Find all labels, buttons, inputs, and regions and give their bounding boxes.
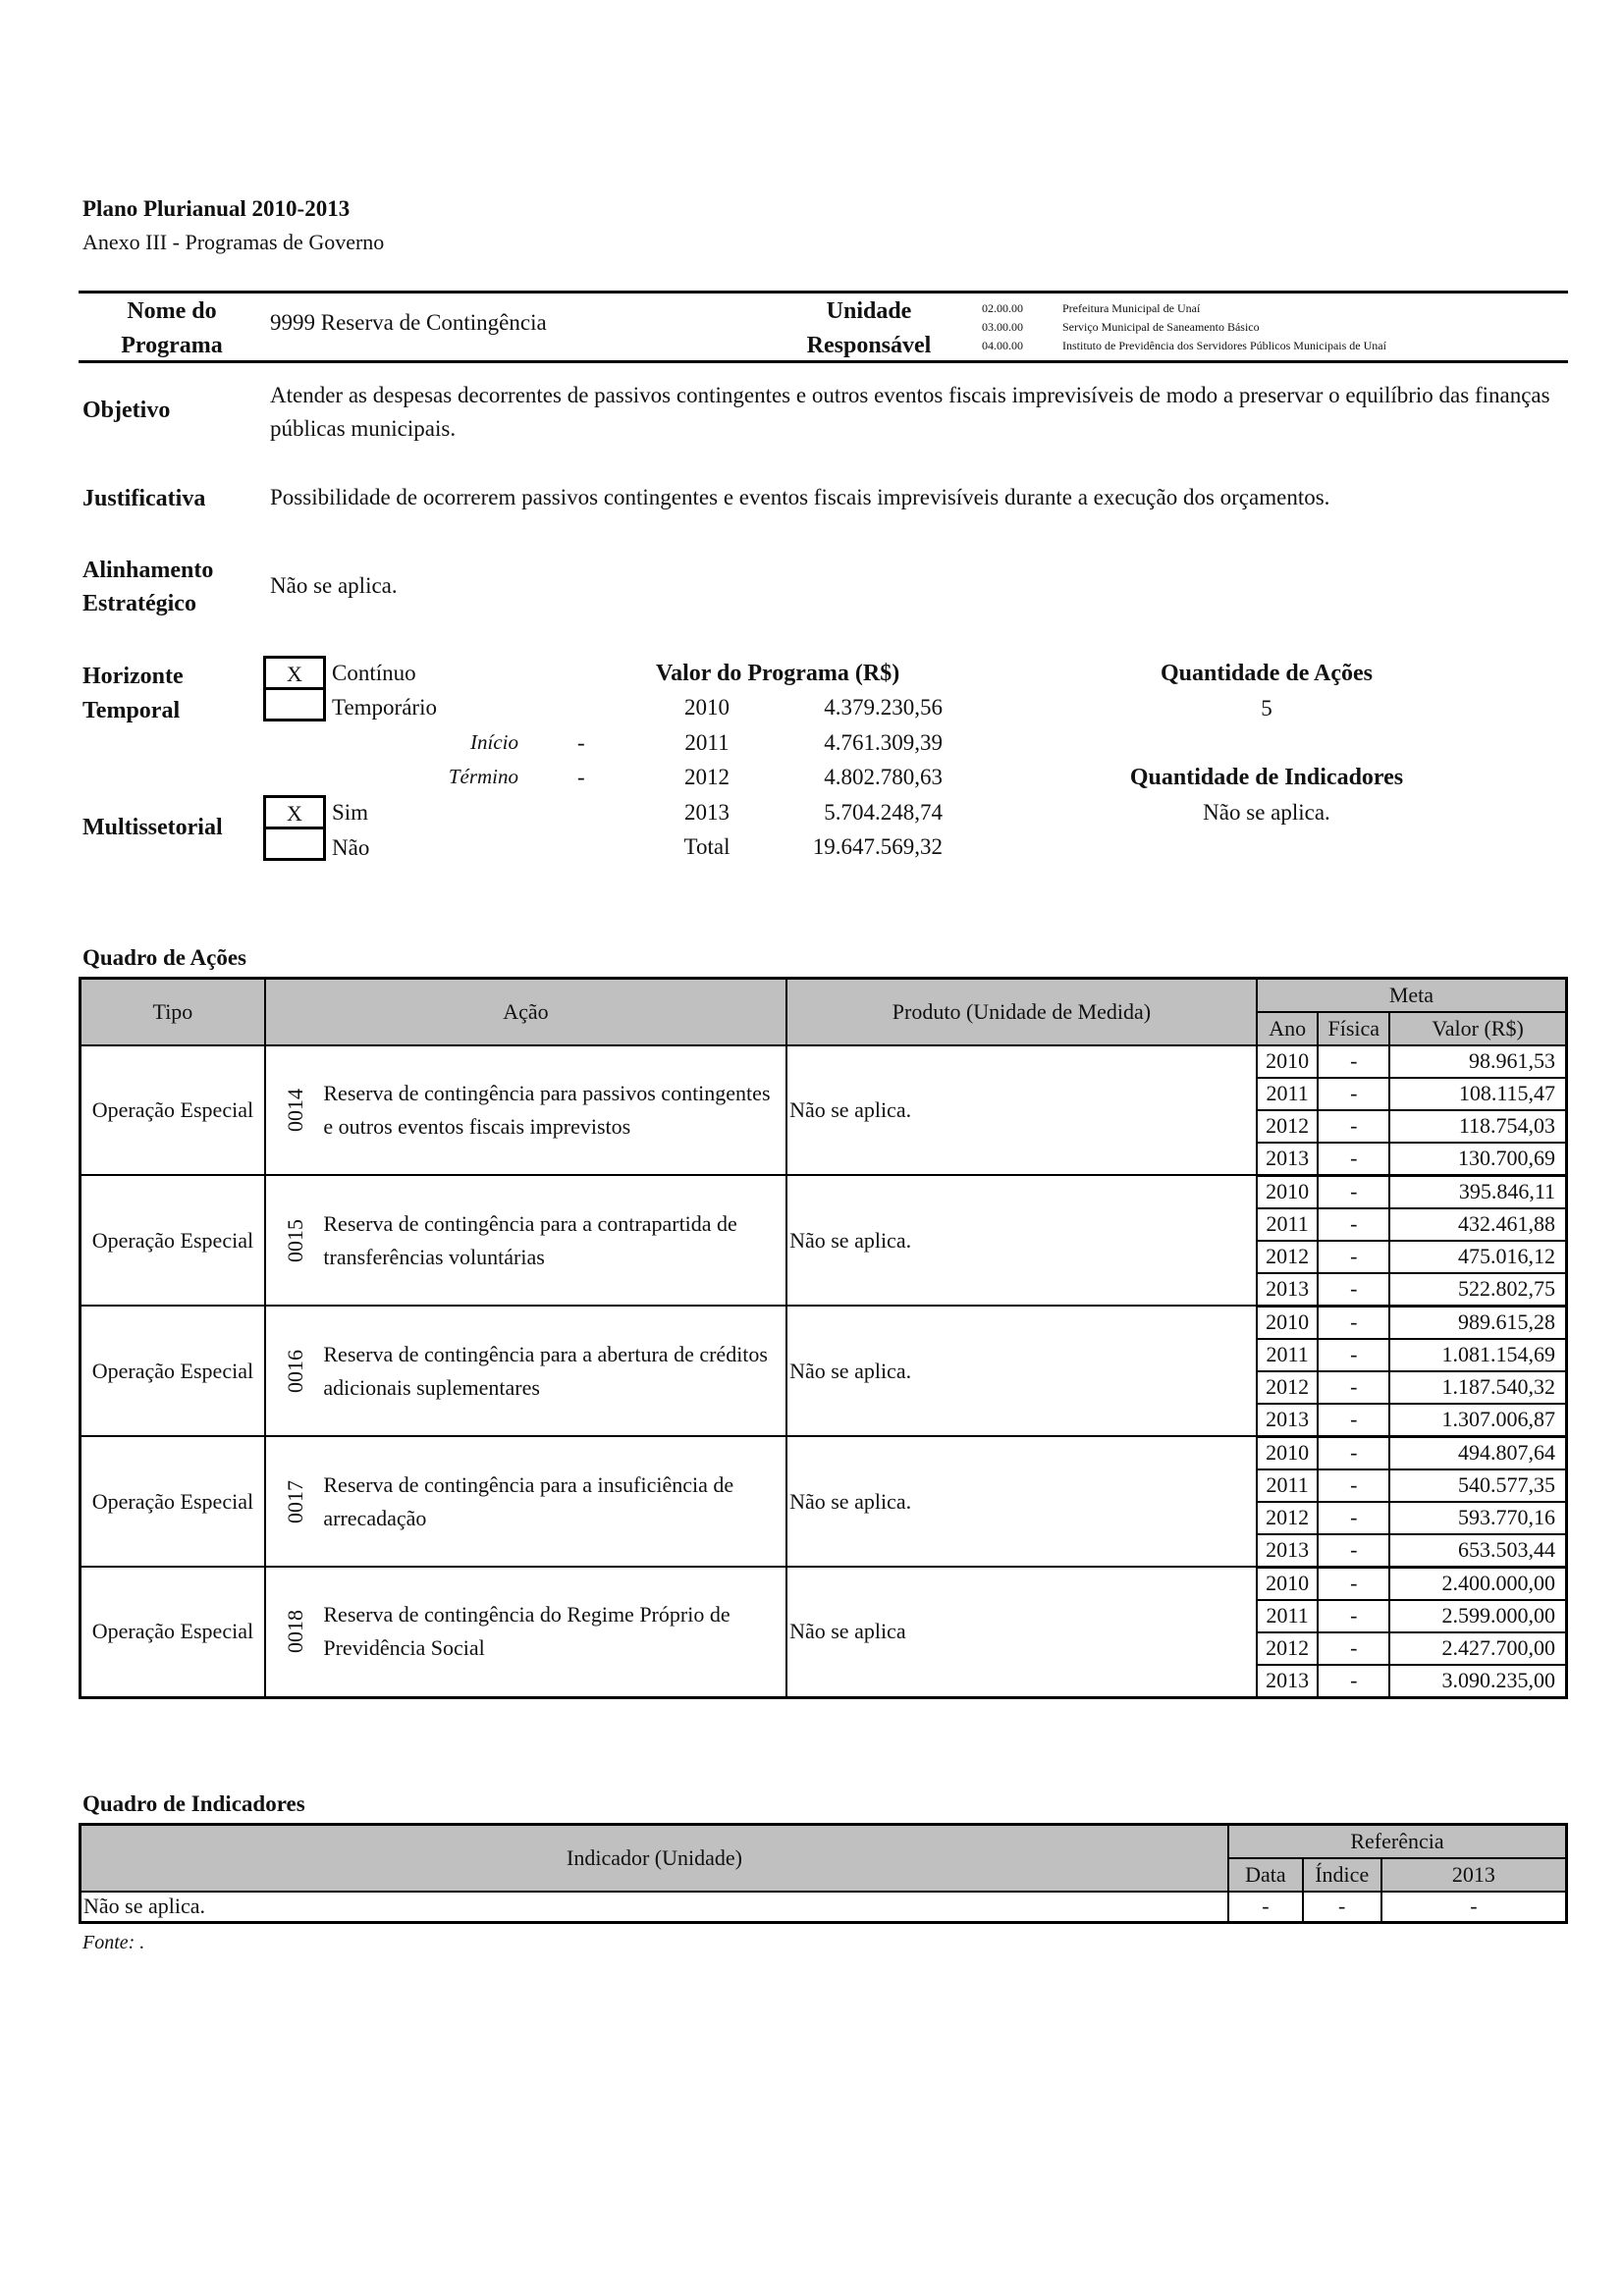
meta-ano: 2012 [1257,1371,1319,1404]
label-line: Programa [121,333,223,358]
meta-ano: 2011 [1257,1208,1319,1241]
indicador-indice: - [1303,1892,1381,1923]
meta-ano: 2011 [1257,1600,1319,1632]
document-subtitle: Anexo III - Programas de Governo [82,230,385,254]
meta-fisica: - [1318,1436,1389,1469]
acao-code: 0018 [282,1610,307,1654]
unit-item [982,299,1386,318]
meta-valor: 653.503,44 [1389,1534,1566,1568]
acao-descricao: Reserva de contingência para a abertura de créditos adicionais suplementares [317,1306,786,1436]
valor-amount: 4.379.230,56 [824,695,943,720]
document-title: Plano Plurianual 2010-2013 [82,196,351,221]
valor-amount: 4.761.309,39 [824,729,943,755]
meta-valor: 475.016,12 [1389,1241,1566,1273]
valor-year: 2011 [684,729,730,755]
valor-year: 2013 [684,799,730,825]
valor-amount: 5.704.248,74 [824,799,943,825]
meta-valor: 130.700,69 [1389,1143,1566,1176]
meta-ano: 2010 [1257,1567,1319,1600]
quadro-acoes-table [79,977,1568,1699]
meta-fisica: - [1318,1143,1389,1176]
continuo-label: Contínuo [332,661,416,685]
objetivo-label: Objetivo [82,398,171,423]
meta-ano: 2011 [1257,1469,1319,1502]
quantidade-indicadores-title: Quantidade de Indicadores [1129,765,1404,790]
acao-tipo: Operação Especial [81,1567,265,1697]
justificativa-label: Justificativa [82,486,206,511]
header-indice: Índice [1303,1858,1381,1892]
alinhamento-label [82,554,213,620]
indicador-row [81,1892,1567,1923]
acao-descricao: Reserva de contingência para a insuficiência de arrecadação [317,1436,786,1567]
header-valor: Valor (R$) [1389,1012,1566,1045]
meta-ano: 2013 [1257,1534,1319,1568]
valor-amount: 19.647.569,32 [812,834,943,859]
meta-valor: 3.090.235,00 [1389,1665,1566,1698]
meta-fisica: - [1318,1208,1389,1241]
meta-ano: 2012 [1257,1110,1319,1143]
label-line: Horizonte [82,664,184,689]
unit-name: Instituto de Previdência dos Servidores Públicos Municipais de Unaí [1062,339,1386,352]
meta-valor: 98.961,53 [1389,1045,1566,1078]
meta-ano: 2011 [1257,1078,1319,1110]
responsible-unit-label [776,294,962,363]
unit-name: Prefeitura Municipal de Unaí [1062,301,1201,315]
meta-fisica: - [1318,1469,1389,1502]
meta-ano: 2013 [1257,1404,1319,1437]
meta-ano: 2012 [1257,1632,1319,1665]
meta-ano: 2010 [1257,1175,1319,1208]
termino-value: - [577,765,585,789]
unit-code: 03.00.00 [982,320,1023,334]
meta-valor: 1.307.006,87 [1389,1404,1566,1437]
meta-valor: 108.115,47 [1389,1078,1566,1110]
label-line: Temporal [82,698,181,723]
acao-code-cell [265,1436,318,1567]
acao-code: 0016 [282,1349,307,1393]
unit-item [982,337,1386,355]
nao-checkbox[interactable] [263,827,326,861]
nao-label: Não [332,835,370,860]
meta-fisica: - [1318,1175,1389,1208]
meta-ano: 2012 [1257,1241,1319,1273]
meta-fisica: - [1318,1567,1389,1600]
divider [79,360,1568,363]
meta-fisica: - [1318,1241,1389,1273]
meta-fisica: - [1318,1306,1389,1339]
meta-valor: 1.187.540,32 [1389,1371,1566,1404]
responsible-units-list [982,299,1386,355]
meta-fisica: - [1318,1339,1389,1371]
meta-valor: 494.807,64 [1389,1436,1566,1469]
meta-valor: 2.427.700,00 [1389,1632,1566,1665]
acao-produto: Não se aplica [786,1567,1257,1697]
label-line: Unidade [826,298,912,324]
valor-row [648,695,943,730]
valor-programa-table [648,695,943,870]
acao-tipo: Operação Especial [81,1436,265,1567]
meta-fisica: - [1318,1110,1389,1143]
acao-code-cell [265,1045,318,1176]
meta-ano: 2010 [1257,1045,1319,1078]
quadro-indicadores-table [79,1823,1568,1924]
inicio-label: Início [470,730,518,754]
meta-fisica: - [1318,1404,1389,1437]
meta-valor: 2.599.000,00 [1389,1600,1566,1632]
acao-tipo: Operação Especial [81,1045,265,1176]
meta-valor: 1.081.154,69 [1389,1339,1566,1371]
acao-code-cell [265,1567,318,1697]
alinhamento-text: Não se aplica. [270,573,398,598]
horizonte-label [82,660,184,728]
label-line: Estratégico [82,591,196,616]
meta-ano: 2010 [1257,1306,1319,1339]
acao-descricao: Reserva de contingência para a contrapartida de transferências voluntárias [317,1175,786,1306]
meta-valor: 593.770,16 [1389,1502,1566,1534]
valor-amount: 4.802.780,63 [824,765,943,789]
valor-total-row [648,834,943,870]
valor-programa-title: Valor do Programa (R$) [656,661,900,686]
termino-label: Término [448,765,518,788]
meta-valor: 2.400.000,00 [1389,1567,1566,1600]
header-meta: Meta [1257,979,1567,1012]
valor-row [648,730,943,766]
acao-meta-row [81,1045,1567,1078]
label-line: Alinhamento [82,558,214,583]
acao-produto: Não se aplica. [786,1436,1257,1567]
valor-year: 2010 [684,695,730,720]
header-acao: Ação [265,979,786,1045]
objetivo-text: Atender as despesas decorrentes de passivos contingentes e outros eventos fiscais imprevisíveis de modo a preservar o equilíbrio das finanças públicas municipais. [270,383,1550,441]
header-produto: Produto (Unidade de Medida) [786,979,1257,1045]
meta-fisica: - [1318,1045,1389,1078]
acao-code: 0017 [282,1479,307,1523]
meta-valor: 395.846,11 [1389,1175,1566,1208]
sim-label: Sim [332,800,369,825]
acao-tipo: Operação Especial [81,1306,265,1436]
unit-code: 04.00.00 [982,339,1023,352]
acao-descricao: Reserva de contingência para passivos contingentes e outros eventos fiscais imprevistos [317,1045,786,1176]
header-fisica: Física [1318,1012,1389,1045]
acao-produto: Não se aplica. [786,1175,1257,1306]
quadro-indicadores-title: Quadro de Indicadores [82,1791,305,1816]
multissetorial-checkbox-group [263,795,326,861]
meta-valor: 118.754,03 [1389,1110,1566,1143]
valor-row [648,765,943,800]
valor-year: Total [683,834,730,859]
acao-produto: Não se aplica. [786,1045,1257,1176]
unit-name: Serviço Municipal de Saneamento Básico [1062,320,1260,334]
unit-code: 02.00.00 [982,301,1023,315]
acao-meta-row [81,1306,1567,1339]
meta-valor: 989.615,28 [1389,1306,1566,1339]
acao-tipo: Operação Especial [81,1175,265,1306]
multissetorial-label: Multissetorial [82,815,223,840]
meta-valor: 522.802,75 [1389,1273,1566,1307]
meta-ano: 2010 [1257,1436,1319,1469]
inicio-value: - [577,730,585,755]
label-line: Responsável [806,333,932,358]
meta-fisica: - [1318,1632,1389,1665]
acao-produto: Não se aplica. [786,1306,1257,1436]
acao-meta-row [81,1175,1567,1208]
meta-ano: 2013 [1257,1665,1319,1698]
meta-fisica: - [1318,1273,1389,1307]
meta-fisica: - [1318,1600,1389,1632]
header-data: Data [1228,1858,1303,1892]
meta-fisica: - [1318,1665,1389,1698]
quantidade-indicadores-value: Não se aplica. [1203,800,1330,825]
program-name: 9999 Reserva de Contingência [270,310,547,335]
divider [79,291,1568,294]
quantidade-acoes-value: 5 [1261,696,1272,721]
sim-checkbox[interactable]: X [263,795,326,829]
indicador-data: - [1228,1892,1303,1923]
header-indicador: Indicador (Unidade) [81,1825,1229,1892]
acao-meta-row [81,1567,1567,1600]
meta-ano: 2011 [1257,1339,1319,1371]
acao-descricao: Reserva de contingência do Regime Próprio de Previdência Social [317,1567,786,1697]
indicador-2013: - [1381,1892,1567,1923]
valor-row [648,800,943,835]
meta-fisica: - [1318,1078,1389,1110]
acao-code: 0015 [282,1218,307,1262]
header-referencia: Referência [1228,1825,1567,1858]
indicador-name: Não se aplica. [81,1892,1229,1923]
acao-code: 0014 [282,1088,307,1132]
meta-valor: 540.577,35 [1389,1469,1566,1502]
acao-code-cell [265,1306,318,1436]
acao-code-cell [265,1175,318,1306]
unit-item [982,318,1386,337]
quantidade-acoes-title: Quantidade de Ações [1160,661,1374,686]
header-tipo: Tipo [81,979,265,1045]
temporario-checkbox[interactable] [263,687,326,721]
fonte-note: Fonte: . [82,1932,145,1953]
label-line: Nome do [127,298,217,324]
acao-meta-row [81,1436,1567,1469]
header-ano: Ano [1257,1012,1319,1045]
meta-ano: 2012 [1257,1502,1319,1534]
meta-fisica: - [1318,1502,1389,1534]
continuo-checkbox[interactable]: X [263,656,326,690]
program-name-label [98,294,245,363]
meta-valor: 432.461,88 [1389,1208,1566,1241]
quadro-acoes-title: Quadro de Ações [82,945,246,970]
meta-fisica: - [1318,1371,1389,1404]
justificativa-text: Possibilidade de ocorrerem passivos contingentes e eventos fiscais imprevisíveis durante a execução dos orçamentos. [270,485,1330,509]
horizonte-checkbox-group [263,656,326,721]
meta-ano: 2013 [1257,1143,1319,1176]
temporario-label: Temporário [332,695,437,720]
valor-year: 2012 [684,765,730,789]
header-2013: 2013 [1381,1858,1567,1892]
meta-ano: 2013 [1257,1273,1319,1307]
meta-fisica: - [1318,1534,1389,1568]
